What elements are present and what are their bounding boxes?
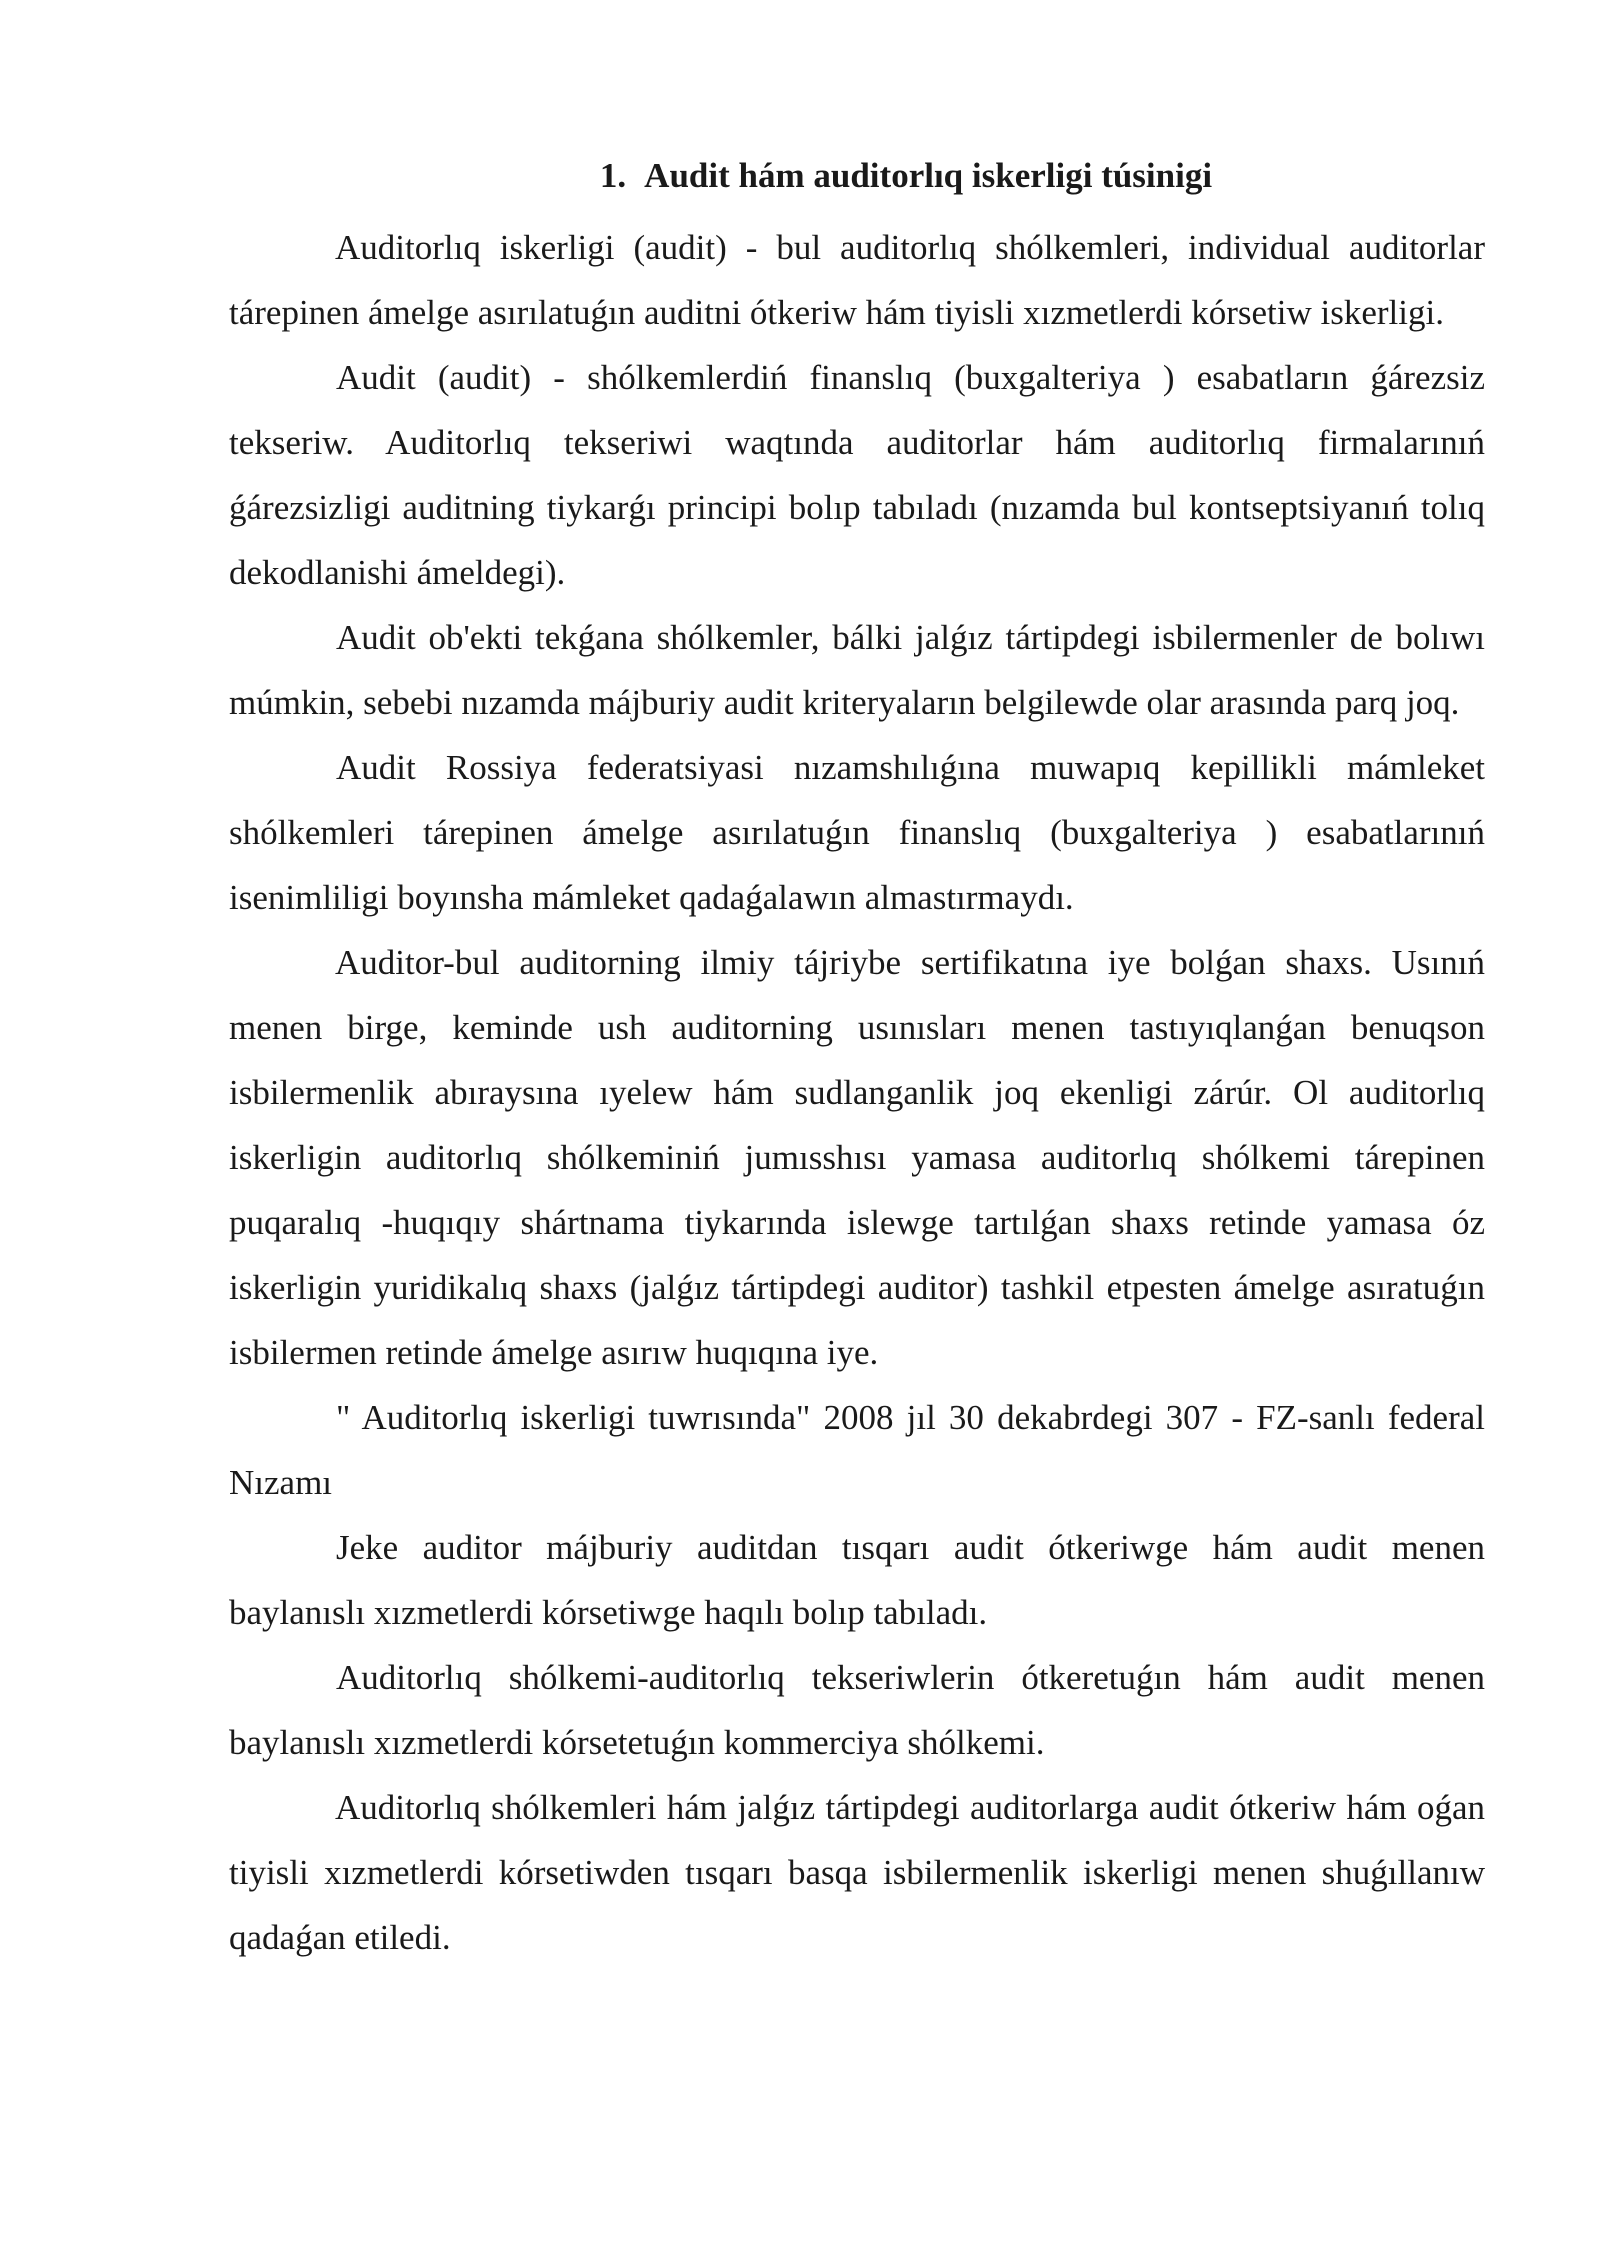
paragraph-jeke-auditor: Jeke auditor májburiy auditdan tısqarı audit ótkeriwge hám audit menen baylanıslı xızmetlerdi kórsetiwge haqılı bolıp tabıladı.: [229, 1528, 1485, 1632]
paragraph-auditorliq-sholkemi: Auditorlıq shólkemi-auditorlıq tekseriwlerin ótkeretuǵın hám audit menen baylanıslı xızmetlerdi kórsetetuǵın kommerciya shólkemi.: [229, 1658, 1485, 1762]
paragraph-audit-definition: Audit (audit) - shólkemlerdiń finanslıq (buxgalteriya ) esabatların ǵárezsiz tekseriw. Auditorlıq tekseriwi waqtında auditorlar hám auditorlıq firmalarınıń ǵárezsizligi auditning tiykarǵı principi bolıp tabıladı (nızamda bul kontseptsiyanıń tolıq dekodlanishi ámeldegi).: [229, 358, 1485, 592]
section-number: 1.: [599, 156, 627, 195]
paragraph-audit-rossiya: Audit Rossiya federatsiyasi nızamshılıǵına muwapıq kepillikli mámleket shólkemleri tárepinen ámelge asırılatuǵın finanslıq (buxgalteriya ) esabatlarınıń isenimliligi boyınsha mámleket qadaǵalawın almastırmaydı.: [229, 748, 1485, 917]
paragraph-auditorliq-iskerligi: Auditorlıq iskerligi (audit) - bul auditorlıq shólkemleri, individual auditorlar tárepinen ámelge asırılatuǵın auditni ótkeriw hám tiyisli xızmetlerdi kórsetiw iskerligi.: [229, 228, 1485, 332]
document-body: [229, 150, 1485, 1970]
paragraph-restriction: Auditorlıq shólkemleri hám jalǵız tártipdegi auditorlarga audit ótkeriw hám oǵan tiyisli xızmetlerdi kórsetiwden tısqarı basqa isbilermenlik iskerligi menen shuǵıllanıw qadaǵan etiledi.: [229, 1788, 1485, 1957]
paragraph-audit-object: Audit ob'ekti tekǵana shólkemler, bálki jalǵız tártipdegi isbilermenler de bolıwı múmkin, sebebi nızamda májburiy audit kriteryaların belgilewde olar arasında parq joq.: [229, 618, 1485, 722]
section-title: Audit hám auditorlıq iskerligi túsinigi: [644, 156, 1213, 195]
paragraph-auditor-definition: Auditor-bul auditorning ilmiy tájriybe sertifikatına iye bolǵan shaxs. Usınıń menen birge, keminde ush auditorning usınısları menen tastıyıqlanǵan benuqson isbilermenlik abıraysına ıyelew hám sudlanganlik joq ekenligi zárúr. Ol auditorlıq iskerligin auditorlıq shólkeminiń jumısshısı yamasa auditorlıq shólkemi tárepinen puqaralıq -huqıqıy shártnama tiykarında islewge tartılǵan shaxs retinde yamasa óz iskerligin yuridikalıq shaxs (jalǵız tártipdegi auditor) tashkil etpesten ámelge asıratuǵın isbilermen retinde ámelge asırıw huqıqına iye.: [229, 943, 1485, 1372]
paragraph-federal-law: " Auditorlıq iskerligi tuwrısında" 2008 jıl 30 dekabrdegi 307 - FZ-sanlı federal Nızamı: [229, 1398, 1485, 1502]
section-heading: [229, 150, 1485, 215]
